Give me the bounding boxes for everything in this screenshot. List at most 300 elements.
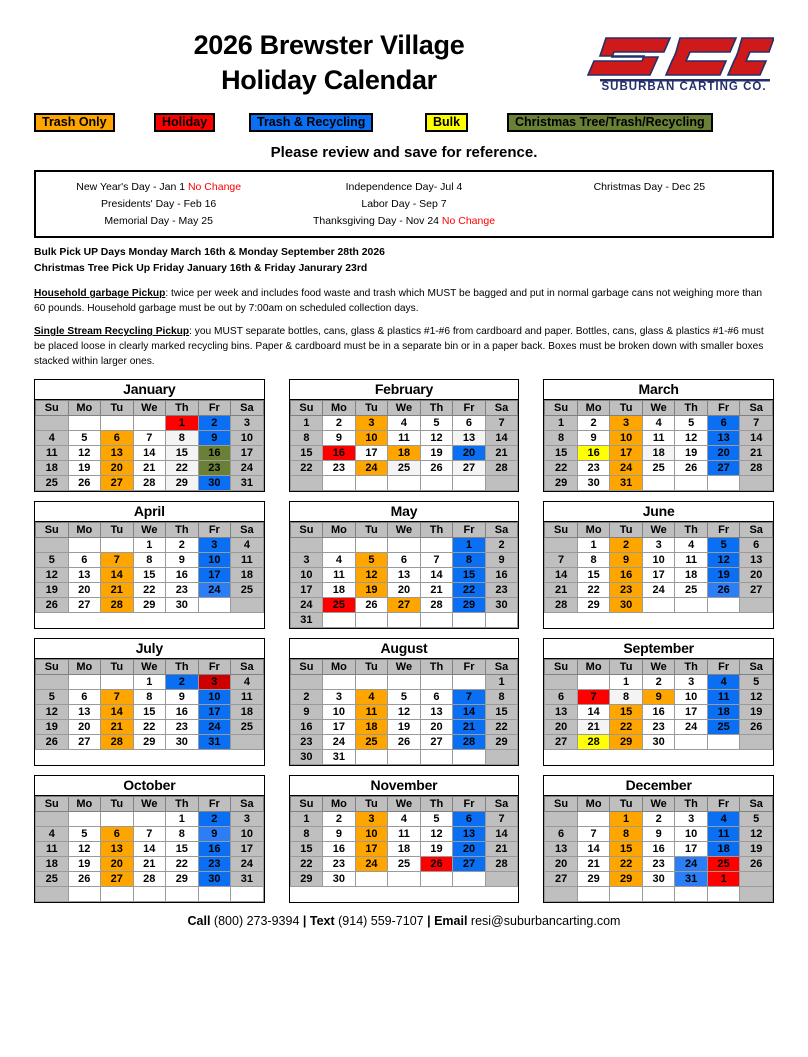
day-cell: 7: [420, 553, 453, 568]
text-label: Text: [309, 914, 335, 929]
day-cell: 21: [420, 583, 453, 598]
day-cell: 3: [323, 690, 356, 705]
weekday-header: Mo: [68, 523, 101, 538]
day-cell: 2: [485, 538, 518, 553]
day-cell: 6: [68, 553, 101, 568]
day-cell: 1: [485, 675, 518, 690]
day-cell: 9: [323, 431, 356, 446]
day-cell: 16: [323, 446, 356, 461]
day-cell: [485, 872, 518, 887]
day-cell: 11: [388, 431, 421, 446]
household-garbage-note: [34, 287, 774, 316]
recycling-note: [34, 325, 774, 369]
day-cell: 11: [231, 553, 264, 568]
scc-logo-icon: [584, 24, 774, 92]
week-row: [290, 583, 518, 598]
day-cell: 5: [36, 690, 69, 705]
day-cell: 21: [133, 461, 166, 476]
day-cell: 18: [355, 720, 388, 735]
week-row: [36, 583, 264, 598]
day-cell: 26: [420, 461, 453, 476]
title-line-2: Holiday Calendar: [221, 64, 437, 95]
day-cell: [577, 675, 610, 690]
week-row: [36, 446, 264, 461]
calendar-grid: [34, 379, 774, 903]
month-calendar: [289, 638, 520, 766]
weekday-header-row: [290, 401, 518, 416]
weekday-header: We: [388, 660, 421, 675]
day-cell: 20: [388, 583, 421, 598]
day-cell: 3: [290, 553, 323, 568]
week-row: [290, 720, 518, 735]
week-row: [545, 720, 773, 735]
day-cell: 27: [101, 476, 134, 491]
day-cell: 16: [290, 720, 323, 735]
day-cell: 14: [133, 446, 166, 461]
day-cell: 20: [101, 461, 134, 476]
day-cell: 14: [133, 842, 166, 857]
holiday-text: Thanksgiving Day - Nov 24: [312, 215, 442, 227]
day-cell: 31: [231, 476, 264, 491]
day-cell: 31: [610, 476, 643, 491]
day-cell: 27: [101, 872, 134, 887]
day-cell: 26: [420, 857, 453, 872]
day-cell: 19: [36, 720, 69, 735]
month-title: June: [544, 502, 773, 522]
weekday-header: Fr: [453, 797, 486, 812]
week-row: [36, 431, 264, 446]
weekday-header: Tu: [101, 401, 134, 416]
scc-logo: [584, 16, 774, 92]
month-title: August: [290, 639, 519, 659]
day-cell: 25: [355, 735, 388, 750]
month-title: January: [35, 380, 264, 400]
week-row: [36, 827, 264, 842]
day-cell: 24: [675, 720, 708, 735]
day-cell: 19: [388, 720, 421, 735]
day-cell: 26: [740, 720, 773, 735]
day-cell: 20: [740, 568, 773, 583]
day-cell: [707, 598, 740, 613]
weekday-header: Th: [166, 401, 199, 416]
day-cell: 20: [453, 446, 486, 461]
day-cell: 5: [36, 553, 69, 568]
day-cell: 13: [101, 446, 134, 461]
week-row: [290, 735, 518, 750]
day-cell: 24: [323, 735, 356, 750]
weekday-header: Sa: [740, 523, 773, 538]
day-cell: 19: [420, 842, 453, 857]
weekday-header: Mo: [577, 523, 610, 538]
week-row: [290, 827, 518, 842]
week-row: [290, 857, 518, 872]
day-cell: [577, 812, 610, 827]
holiday-item: [527, 179, 772, 196]
month-calendar: [543, 379, 774, 492]
day-cell: 26: [36, 598, 69, 613]
day-cell: 1: [610, 675, 643, 690]
month-calendar: [543, 638, 774, 766]
day-cell: 7: [485, 812, 518, 827]
weekday-header: Tu: [610, 797, 643, 812]
weekday-header: Th: [166, 523, 199, 538]
day-cell: [388, 675, 421, 690]
week-row: [545, 461, 773, 476]
weekday-header: We: [642, 660, 675, 675]
day-cell: 24: [610, 461, 643, 476]
day-cell: 7: [101, 690, 134, 705]
day-cell: 14: [545, 568, 578, 583]
day-cell: [740, 476, 773, 491]
day-cell: [485, 476, 518, 491]
holiday-item: [281, 213, 526, 230]
day-cell: 17: [290, 583, 323, 598]
day-cell: 10: [642, 553, 675, 568]
day-cell: [740, 598, 773, 613]
day-cell: 2: [166, 538, 199, 553]
day-cell: [420, 613, 453, 628]
weekday-header: Su: [545, 797, 578, 812]
day-cell: 9: [485, 553, 518, 568]
weekday-header: Sa: [485, 401, 518, 416]
day-cell: 4: [388, 416, 421, 431]
day-cell: 27: [68, 598, 101, 613]
day-cell: 25: [675, 583, 708, 598]
day-cell: [231, 735, 264, 750]
week-row: [36, 705, 264, 720]
month-title: February: [290, 380, 519, 400]
legend-label: Christmas Tree/Trash/Recycling: [515, 115, 705, 129]
month-calendar: [34, 775, 265, 903]
day-cell: 23: [166, 583, 199, 598]
day-cell: 17: [323, 720, 356, 735]
day-cell: 17: [675, 842, 708, 857]
day-cell: 26: [68, 872, 101, 887]
day-cell: 20: [68, 583, 101, 598]
day-cell: 29: [166, 476, 199, 491]
day-cell: 16: [642, 705, 675, 720]
day-cell: 10: [610, 431, 643, 446]
day-cell: [453, 750, 486, 765]
day-cell: 6: [453, 416, 486, 431]
day-cell: [101, 538, 134, 553]
weekday-header: We: [133, 660, 166, 675]
weekday-header: Tu: [610, 523, 643, 538]
day-cell: [36, 538, 69, 553]
day-cell: 17: [231, 842, 264, 857]
day-cell: [68, 416, 101, 431]
legend-label: Trash & Recycling: [257, 115, 366, 129]
week-row: [545, 827, 773, 842]
weekday-header: Th: [675, 660, 708, 675]
week-row: [290, 416, 518, 431]
weekday-header: We: [642, 401, 675, 416]
day-cell: 14: [485, 827, 518, 842]
day-cell: 8: [290, 827, 323, 842]
day-cell: 23: [323, 461, 356, 476]
weekday-header: Mo: [68, 401, 101, 416]
weekday-header: Fr: [453, 660, 486, 675]
weekday-header-row: [290, 660, 518, 675]
holiday-item: [281, 179, 526, 196]
day-cell: 11: [355, 705, 388, 720]
household-label: Household garbage Pickup: [34, 287, 166, 299]
weekday-header: Sa: [485, 523, 518, 538]
day-cell: 10: [675, 690, 708, 705]
week-row: [36, 735, 264, 750]
day-cell: [707, 476, 740, 491]
day-cell: 25: [231, 583, 264, 598]
day-cell: 8: [545, 431, 578, 446]
day-cell: 2: [198, 416, 231, 431]
week-row: [36, 690, 264, 705]
holiday-text: Presidents' Day - Feb 16: [101, 198, 217, 210]
day-cell: 25: [231, 720, 264, 735]
day-cell: 27: [388, 598, 421, 613]
day-cell: 10: [675, 827, 708, 842]
day-cell: 7: [133, 431, 166, 446]
day-cell: 30: [610, 598, 643, 613]
day-cell: 23: [642, 720, 675, 735]
week-row: [36, 538, 264, 553]
day-cell: [642, 476, 675, 491]
weekday-header: Fr: [707, 523, 740, 538]
day-cell: 27: [453, 857, 486, 872]
day-cell: 17: [198, 568, 231, 583]
week-row: [545, 690, 773, 705]
day-cell: 22: [133, 720, 166, 735]
weekday-header: Th: [420, 797, 453, 812]
day-cell: [675, 887, 708, 902]
day-cell: 29: [610, 735, 643, 750]
day-cell: 31: [198, 735, 231, 750]
day-cell: 30: [166, 735, 199, 750]
weekday-header: Fr: [198, 660, 231, 675]
day-cell: 8: [166, 827, 199, 842]
holiday-item: [281, 196, 526, 213]
day-cell: 28: [485, 857, 518, 872]
day-cell: 27: [740, 583, 773, 598]
day-cell: 24: [198, 583, 231, 598]
day-cell: [198, 887, 231, 902]
day-cell: [68, 675, 101, 690]
week-row: [545, 598, 773, 613]
day-cell: 13: [453, 827, 486, 842]
day-cell: 26: [740, 857, 773, 872]
day-cell: 11: [707, 827, 740, 842]
holiday-list-box: [34, 170, 774, 238]
day-cell: 28: [101, 735, 134, 750]
weekday-header: Th: [675, 523, 708, 538]
month-calendar: [289, 501, 520, 629]
legend-label: Holiday: [162, 115, 208, 129]
day-cell: [355, 750, 388, 765]
day-cell: 23: [485, 583, 518, 598]
day-cell: 18: [675, 568, 708, 583]
day-cell: 21: [485, 446, 518, 461]
day-cell: 1: [133, 538, 166, 553]
month-table: [290, 659, 519, 765]
week-row: [545, 446, 773, 461]
day-cell: [545, 675, 578, 690]
day-cell: 30: [642, 872, 675, 887]
day-cell: [36, 416, 69, 431]
week-row: [545, 675, 773, 690]
day-cell: 6: [388, 553, 421, 568]
weekday-header: Mo: [68, 660, 101, 675]
day-cell: 19: [675, 446, 708, 461]
day-cell: 10: [323, 705, 356, 720]
weekday-header: Su: [290, 523, 323, 538]
week-row: [36, 553, 264, 568]
weekday-header: Fr: [453, 401, 486, 416]
day-cell: 30: [485, 598, 518, 613]
day-cell: 24: [231, 461, 264, 476]
day-cell: 2: [323, 416, 356, 431]
weekday-header: Tu: [610, 660, 643, 675]
week-row: [36, 857, 264, 872]
call-number: (800) 273-9394: [210, 914, 303, 929]
day-cell: [36, 812, 69, 827]
weekday-header: Su: [36, 660, 69, 675]
day-cell: 3: [610, 416, 643, 431]
day-cell: 21: [577, 720, 610, 735]
day-cell: [355, 476, 388, 491]
day-cell: [740, 735, 773, 750]
day-cell: 4: [355, 690, 388, 705]
day-cell: [675, 735, 708, 750]
day-cell: 12: [420, 827, 453, 842]
day-cell: 19: [707, 568, 740, 583]
day-cell: 18: [323, 583, 356, 598]
weekday-header: Mo: [323, 401, 356, 416]
day-cell: 29: [133, 598, 166, 613]
day-cell: 6: [68, 690, 101, 705]
day-cell: 10: [290, 568, 323, 583]
day-cell: 9: [290, 705, 323, 720]
weekday-header: Tu: [610, 401, 643, 416]
day-cell: 3: [198, 675, 231, 690]
day-cell: 10: [198, 553, 231, 568]
day-cell: 28: [133, 872, 166, 887]
day-cell: 27: [453, 461, 486, 476]
weekday-header: We: [388, 523, 421, 538]
month-title: April: [35, 502, 264, 522]
day-cell: [453, 675, 486, 690]
day-cell: 12: [740, 690, 773, 705]
day-cell: 25: [388, 857, 421, 872]
month-calendar: [543, 775, 774, 903]
day-cell: 4: [388, 812, 421, 827]
day-cell: 3: [198, 538, 231, 553]
day-cell: 18: [36, 857, 69, 872]
week-row: [545, 857, 773, 872]
weekday-header: Fr: [198, 401, 231, 416]
week-row: [36, 416, 264, 431]
weekday-header-row: [36, 660, 264, 675]
day-cell: 16: [166, 568, 199, 583]
weekday-header: Su: [290, 797, 323, 812]
day-cell: 3: [355, 416, 388, 431]
holiday-column-2: [281, 179, 526, 236]
weekday-header: Su: [545, 660, 578, 675]
day-cell: 28: [577, 735, 610, 750]
day-cell: 14: [577, 842, 610, 857]
day-cell: 22: [166, 461, 199, 476]
day-cell: [642, 598, 675, 613]
week-row: [290, 705, 518, 720]
weekday-header: Th: [675, 401, 708, 416]
day-cell: 29: [577, 598, 610, 613]
weekday-header: Su: [36, 401, 69, 416]
day-cell: 1: [707, 872, 740, 887]
day-cell: 8: [610, 827, 643, 842]
day-cell: 10: [355, 431, 388, 446]
day-cell: 14: [485, 431, 518, 446]
weekday-header: Sa: [740, 401, 773, 416]
week-row: [36, 720, 264, 735]
day-cell: [133, 887, 166, 902]
day-cell: 9: [577, 431, 610, 446]
day-cell: 14: [577, 705, 610, 720]
week-row: [545, 872, 773, 887]
day-cell: 5: [740, 675, 773, 690]
page-header: [34, 16, 774, 108]
day-cell: 30: [198, 872, 231, 887]
day-cell: 22: [610, 857, 643, 872]
day-cell: 7: [485, 416, 518, 431]
weekday-header: Tu: [101, 797, 134, 812]
day-cell: [101, 675, 134, 690]
weekday-header: Mo: [68, 797, 101, 812]
weekday-header: Sa: [740, 660, 773, 675]
day-cell: 30: [166, 598, 199, 613]
day-cell: [707, 887, 740, 902]
day-cell: 4: [36, 827, 69, 842]
review-notice: Please review and save for reference.: [270, 144, 538, 161]
legend-bar: [34, 112, 774, 132]
day-cell: 7: [577, 690, 610, 705]
day-cell: 25: [642, 461, 675, 476]
weekday-header: Th: [420, 523, 453, 538]
legend-label: Trash Only: [42, 115, 107, 129]
day-cell: 20: [101, 857, 134, 872]
weekday-header-row: [290, 797, 518, 812]
weekday-header: Su: [545, 401, 578, 416]
weekday-header-row: [545, 797, 773, 812]
day-cell: 4: [36, 431, 69, 446]
week-row: [36, 598, 264, 613]
day-cell: 20: [68, 720, 101, 735]
day-cell: 7: [133, 827, 166, 842]
weekday-header-row: [290, 523, 518, 538]
day-cell: 17: [198, 705, 231, 720]
day-cell: 6: [545, 827, 578, 842]
day-cell: 19: [68, 461, 101, 476]
day-cell: [101, 812, 134, 827]
day-cell: 9: [198, 431, 231, 446]
day-cell: 5: [420, 416, 453, 431]
day-cell: [323, 613, 356, 628]
title-line-1: 2026 Brewster Village: [193, 30, 465, 60]
holiday-text: Labor Day - Sep 7: [361, 198, 447, 210]
day-cell: 5: [68, 827, 101, 842]
day-cell: 30: [642, 735, 675, 750]
day-cell: [388, 750, 421, 765]
day-cell: 3: [231, 416, 264, 431]
day-cell: 17: [355, 446, 388, 461]
day-cell: [355, 613, 388, 628]
